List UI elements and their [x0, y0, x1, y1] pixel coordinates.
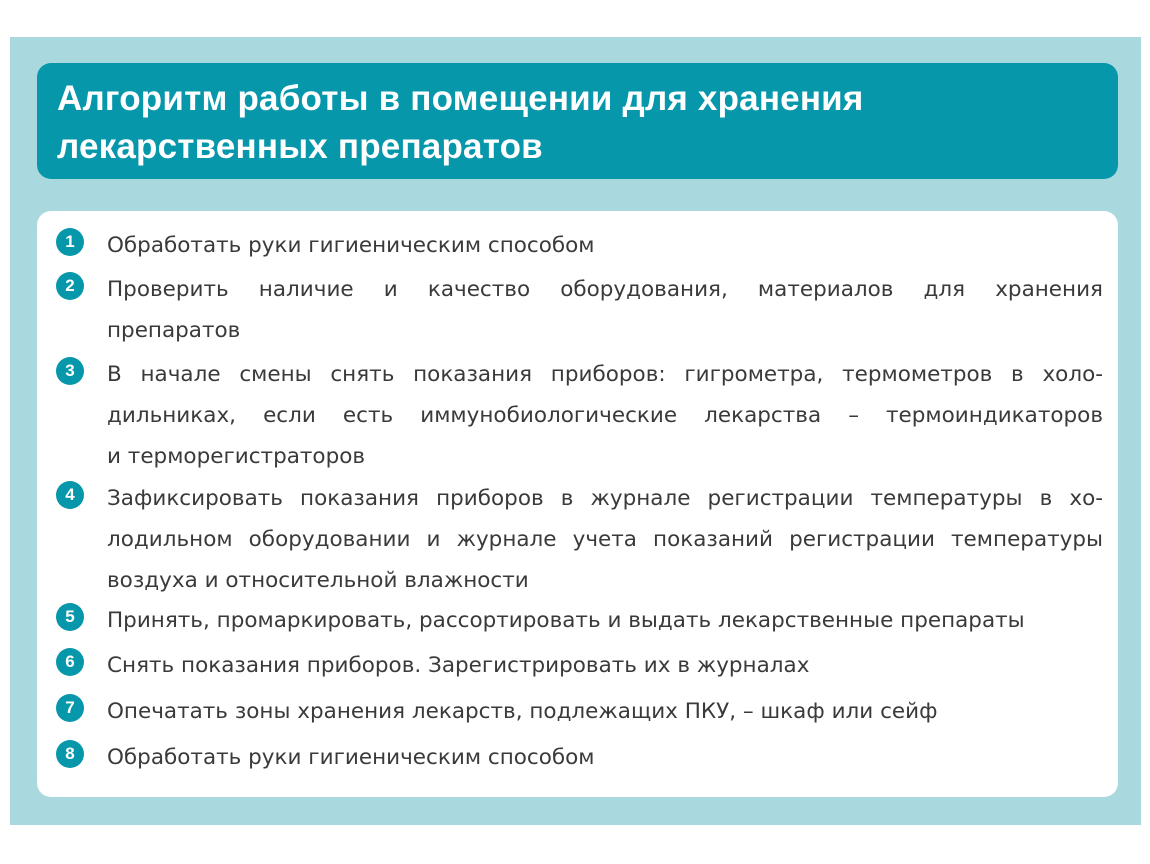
- title-line-2: лекарственных препаратов: [57, 127, 543, 166]
- step-number-badge: 5: [56, 603, 84, 631]
- step-line: Обработать руки гигиеническим способом: [107, 745, 595, 770]
- step-number-badge: 3: [56, 357, 84, 385]
- step-line: Обработать руки гигиеническим способом: [107, 233, 595, 258]
- step-number-badge: 2: [56, 272, 84, 300]
- step-number-badge: 7: [56, 694, 84, 722]
- step-line: и терморегистраторов: [107, 444, 366, 469]
- step-line: В начале смены снять показания приборов: гигрометра, термометров в холо-: [107, 362, 1103, 387]
- step-text: [107, 645, 1103, 686]
- step-line: Опечатать зоны хранения лекарств, подлежащих ПКУ, – шкаф или сейф: [107, 699, 938, 724]
- step-text: [107, 691, 1103, 732]
- title-banner: [37, 63, 1118, 179]
- step-number-badge: 4: [56, 481, 84, 509]
- step-text: [107, 737, 1103, 778]
- step-number-badge: 6: [56, 648, 84, 676]
- step-line: дильниках, если есть иммунобиологические лекарства – термоиндикаторов: [107, 403, 1103, 428]
- step-text: [107, 354, 1103, 477]
- step-text: [107, 600, 1103, 641]
- step-text: [107, 225, 1103, 266]
- step-line: препаратов: [107, 318, 241, 343]
- step-line: Проверить наличие и качество оборудования, материалов для хранения: [107, 277, 1103, 302]
- step-line: воздуха и относительной влажности: [107, 568, 529, 593]
- step-number-badge: 8: [56, 740, 84, 768]
- step-number-badge: 1: [56, 228, 84, 256]
- step-line: лодильном оборудовании и журнале учета показаний регистрации температуры: [107, 527, 1103, 552]
- step-text: [107, 478, 1103, 601]
- page-title: [57, 75, 1098, 171]
- step-line: Снять показания приборов. Зарегистрировать их в журналах: [107, 653, 810, 678]
- title-line-1: Алгоритм работы в помещении для хранения: [57, 79, 864, 118]
- step-line: Принять, промаркировать, рассортировать и выдать лекарственные препараты: [107, 608, 1025, 633]
- step-text: [107, 269, 1103, 351]
- step-line: Зафиксировать показания приборов в журнале регистрации температуры в хо-: [107, 486, 1103, 511]
- steps-card: [37, 211, 1118, 797]
